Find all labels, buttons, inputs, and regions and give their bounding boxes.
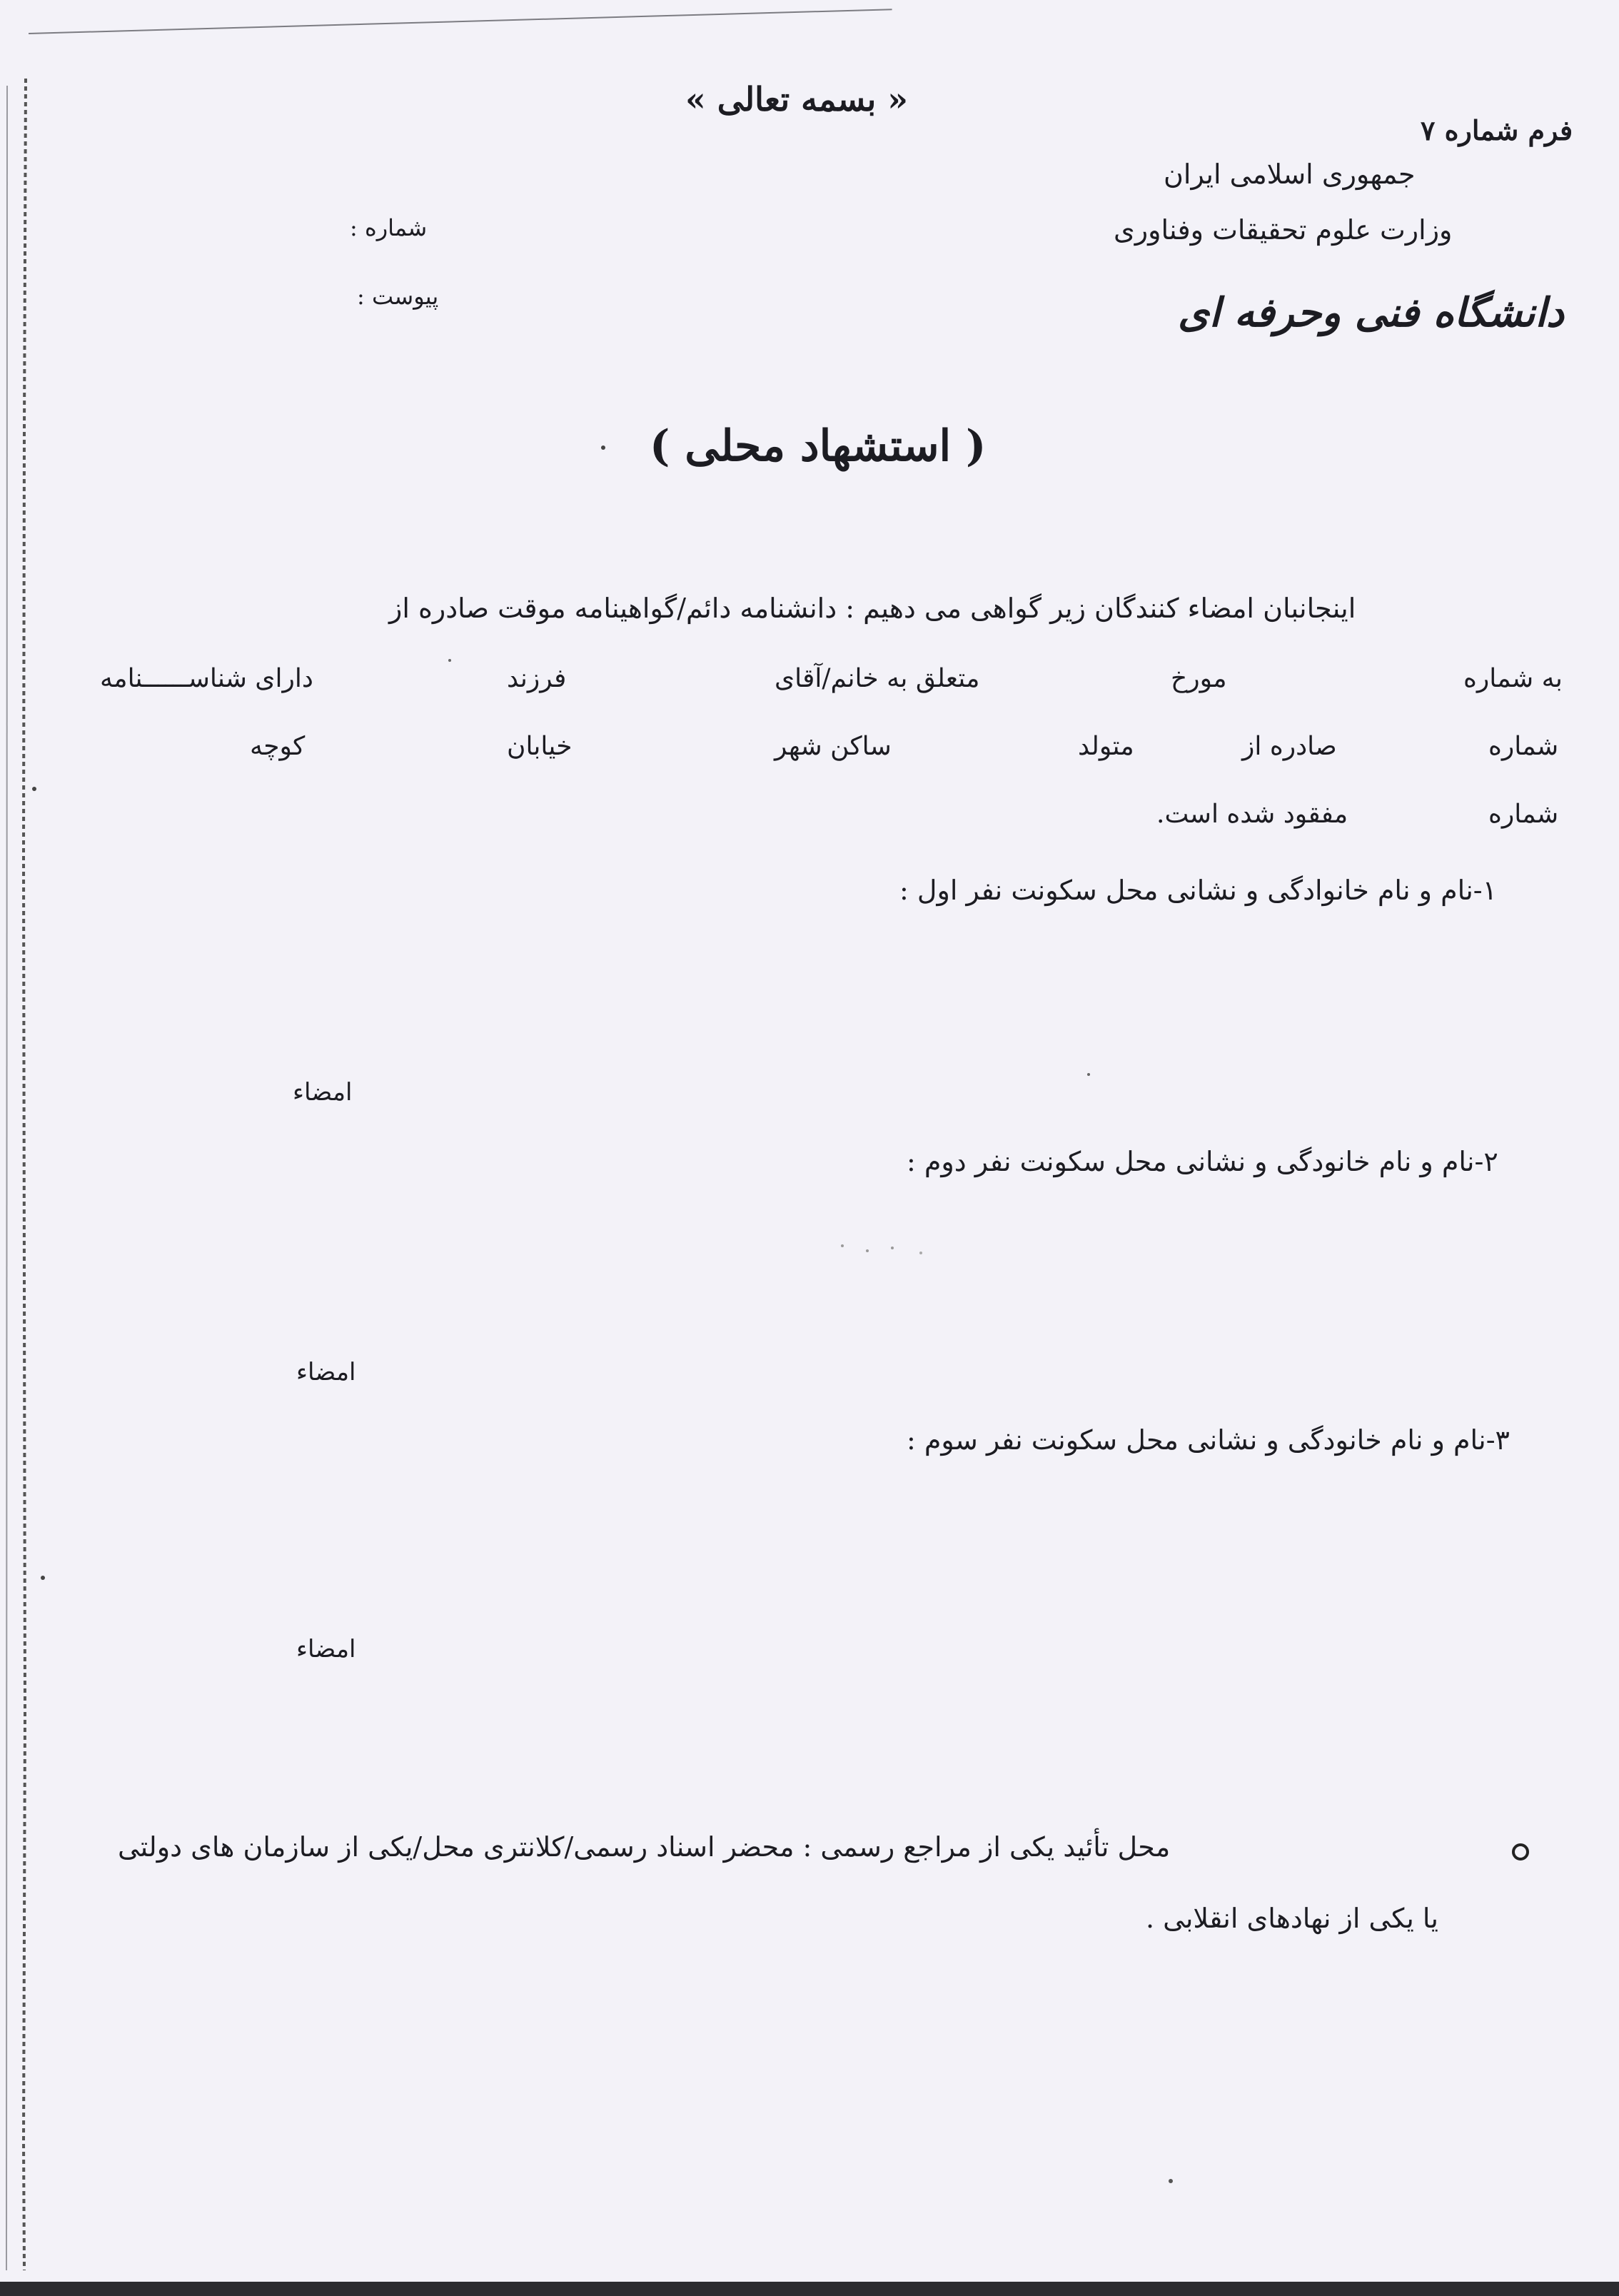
form-number: فرم شماره ۷	[1421, 114, 1573, 146]
line3-born: متولد	[1078, 732, 1134, 761]
witness-3-signature: امضاء	[296, 1635, 356, 1663]
attachment-label: پیوست :	[357, 283, 439, 310]
line2-belongs: متعلق به خانم/آقای	[775, 664, 980, 693]
ministry-name: وزارت علوم تحقیقات وفناوری	[1114, 214, 1453, 246]
line3-resident: ساکن شهر	[775, 732, 892, 761]
page-title: ( استشهاد محلی )	[650, 421, 987, 471]
witness-2-label: ۲-نام و نام خانودگی و نشانی محل سکونت نفر دوم :	[907, 1146, 1498, 1177]
line3-street: خیابان	[507, 732, 573, 761]
number-label: شماره :	[350, 214, 428, 241]
line3-issued: صادره از	[1242, 732, 1337, 761]
line2-child: فرزند	[507, 664, 567, 693]
note-line-1: محل تأئید یکی از مراجع رسمی : محضر اسناد رسمی/کلانتری محل/یکی از سازمان های دولتی	[118, 1831, 1171, 1863]
line3-alley: کوچه	[250, 732, 306, 761]
note-line-2: یا یکی از نهادهای انقلابی .	[1146, 1903, 1439, 1934]
body-line-1: اینجانبان امضاء کنندگان زیر گواهی می دهیم : دانشنامه دائم/گواهینامه موقت صادره از	[389, 593, 1356, 624]
basmala: « بسمه تعالی »	[685, 80, 909, 119]
witness-3-label: ۳-نام و نام خانودگی و نشانی محل سکونت نفر سوم :	[907, 1424, 1510, 1456]
line4-lost: مفقود شده است.	[1156, 800, 1348, 829]
scan-bottom-strip	[0, 2282, 1619, 2296]
country-name: جمهوری اسلامی ایران	[1164, 158, 1416, 190]
line2-number: به شماره	[1463, 664, 1563, 693]
witness-1-signature: امضاء	[293, 1078, 353, 1107]
line4-number: شماره	[1488, 800, 1559, 829]
witness-1-label: ۱-نام و نام خانوادگی و نشانی محل سکونت نفر اول :	[899, 875, 1498, 906]
line3-number: شماره	[1488, 732, 1559, 761]
witness-2-signature: امضاء	[296, 1358, 356, 1386]
university-name: دانشگاه فنی وحرفه ای	[1178, 289, 1564, 336]
line2-dated: مورخ	[1171, 664, 1227, 693]
line2-id-holder: دارای شناســــــنامه	[100, 664, 313, 693]
